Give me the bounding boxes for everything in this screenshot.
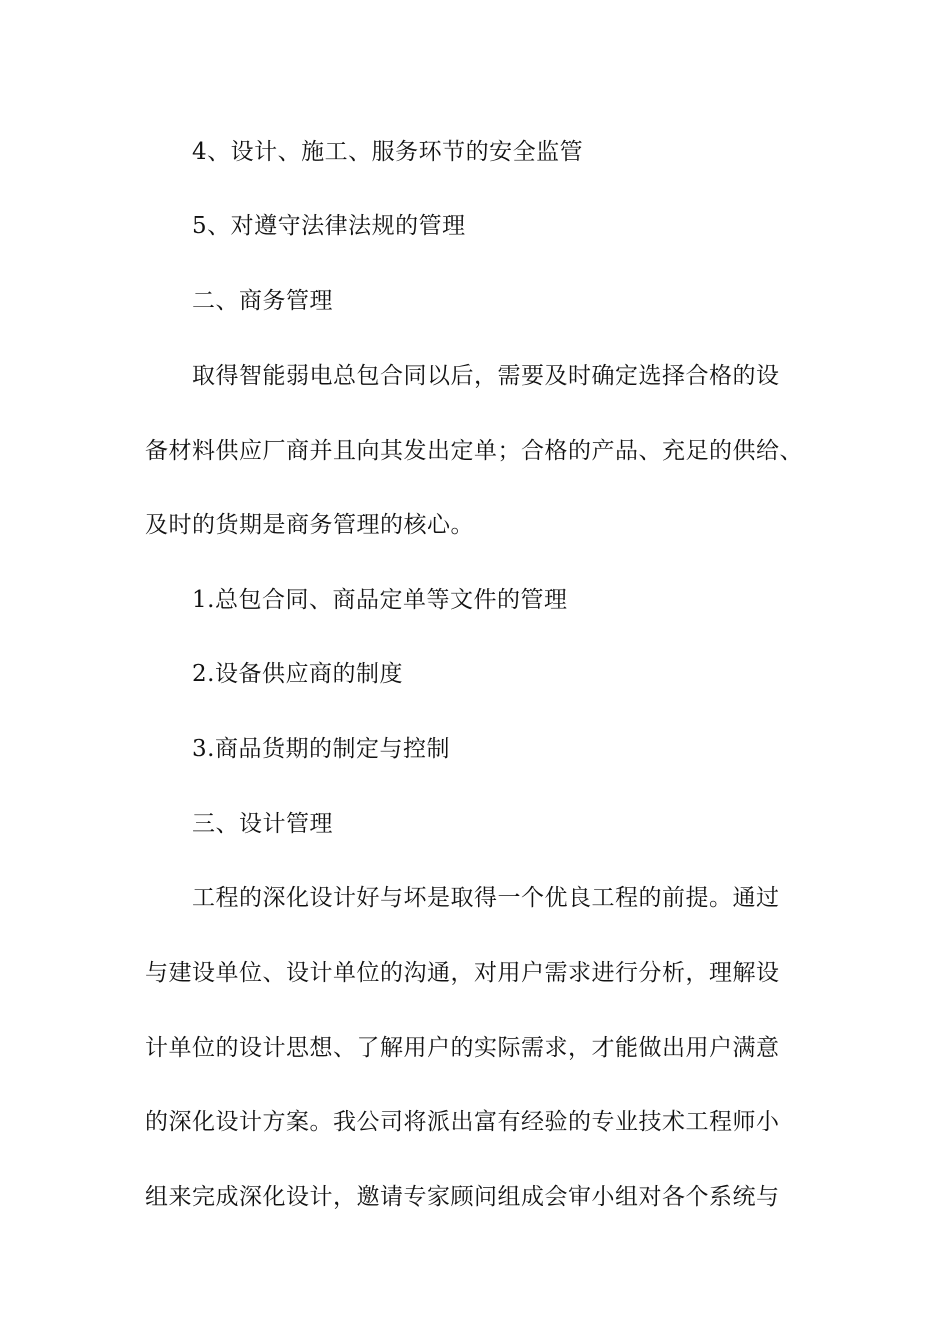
list-item-safety-supervision: 4、设计、施工、服务环节的安全监管 <box>192 139 584 165</box>
section-heading-design-management: 三、设计管理 <box>192 811 333 837</box>
paragraph-line: 组来完成深化设计，邀请专家顾问组成会审小组对各个系统与 <box>145 1184 780 1210</box>
list-item-delivery-control: 3.商品货期的制定与控制 <box>192 736 450 762</box>
paragraph-line: 的深化设计方案。我公司将派出富有经验的专业技术工程师小 <box>145 1109 780 1135</box>
paragraph-line: 及时的货期是商务管理的核心。 <box>145 512 474 538</box>
list-item-supplier-system: 2.设备供应商的制度 <box>192 661 403 687</box>
paragraph-line: 取得智能弱电总包合同以后，需要及时确定选择合格的设 <box>192 363 780 389</box>
list-item-legal-compliance: 5、对遵守法律法规的管理 <box>192 213 466 239</box>
paragraph-line: 备材料供应厂商并且向其发出定单；合格的产品、充足的供给、 <box>145 438 803 464</box>
section-heading-business-management: 二、商务管理 <box>192 288 333 314</box>
paragraph-line: 工程的深化设计好与坏是取得一个优良工程的前提。通过 <box>192 885 780 911</box>
paragraph-line: 计单位的设计思想、了解用户的实际需求，才能做出用户满意 <box>145 1035 780 1061</box>
list-item-contract-documents: 1.总包合同、商品定单等文件的管理 <box>192 587 568 613</box>
paragraph-line: 与建设单位、设计单位的沟通，对用户需求进行分析，理解设 <box>145 960 780 986</box>
